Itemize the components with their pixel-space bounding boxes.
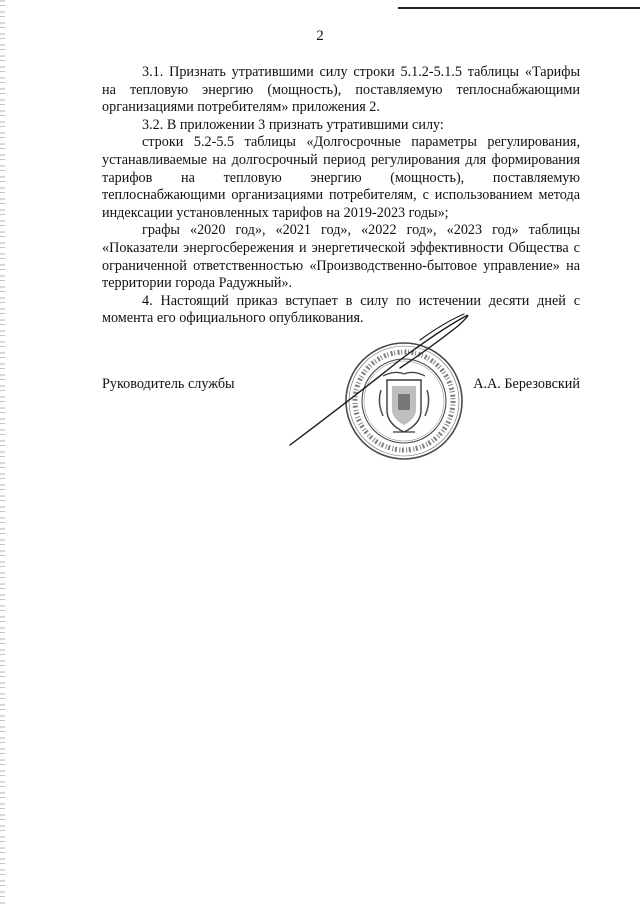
top-rule: [398, 7, 640, 9]
page-number: 2: [316, 28, 324, 44]
paragraph-columns: графы «2020 год», «2021 год», «2022 год», «2023 год» таблицы «Показатели энергосбережения и энергетической эффективности Общества с ограниченной ответственностью «Производственно-бытовое управление» на территории города Радужный».: [102, 222, 580, 292]
paragraph-rows: строки 5.2-5.5 таблицы «Долгосрочные параметры регулирования, устанавливаемые на долгосрочный период регулирования для формирования тарифов на тепловую энергию (мощность), поставляемую теплоснабжающими организациями потребителям, с использованием метода индексации установленных тарифов на 2019-2023 годы»;: [102, 134, 580, 221]
paragraph-3-1: 3.1. Признать утратившими силу строки 5.1.2-5.1.5 таблицы «Тарифы на тепловую энергию (мощность), поставляемую теплоснабжающими организациями потребителям» приложения 2.: [102, 64, 580, 116]
signature-row: [102, 376, 580, 396]
signatory-title: Руководитель службы: [102, 376, 235, 392]
scan-edge-artifact: [0, 0, 5, 905]
paragraph-3-2: 3.2. В приложении 3 признать утратившими силу:: [142, 116, 444, 133]
document-body: [102, 64, 580, 328]
signatory-name: А.А. Березовский: [473, 376, 580, 392]
paragraph-4: 4. Настоящий приказ вступает в силу по истечении десяти дней с момента его официального опубликования.: [102, 292, 580, 327]
